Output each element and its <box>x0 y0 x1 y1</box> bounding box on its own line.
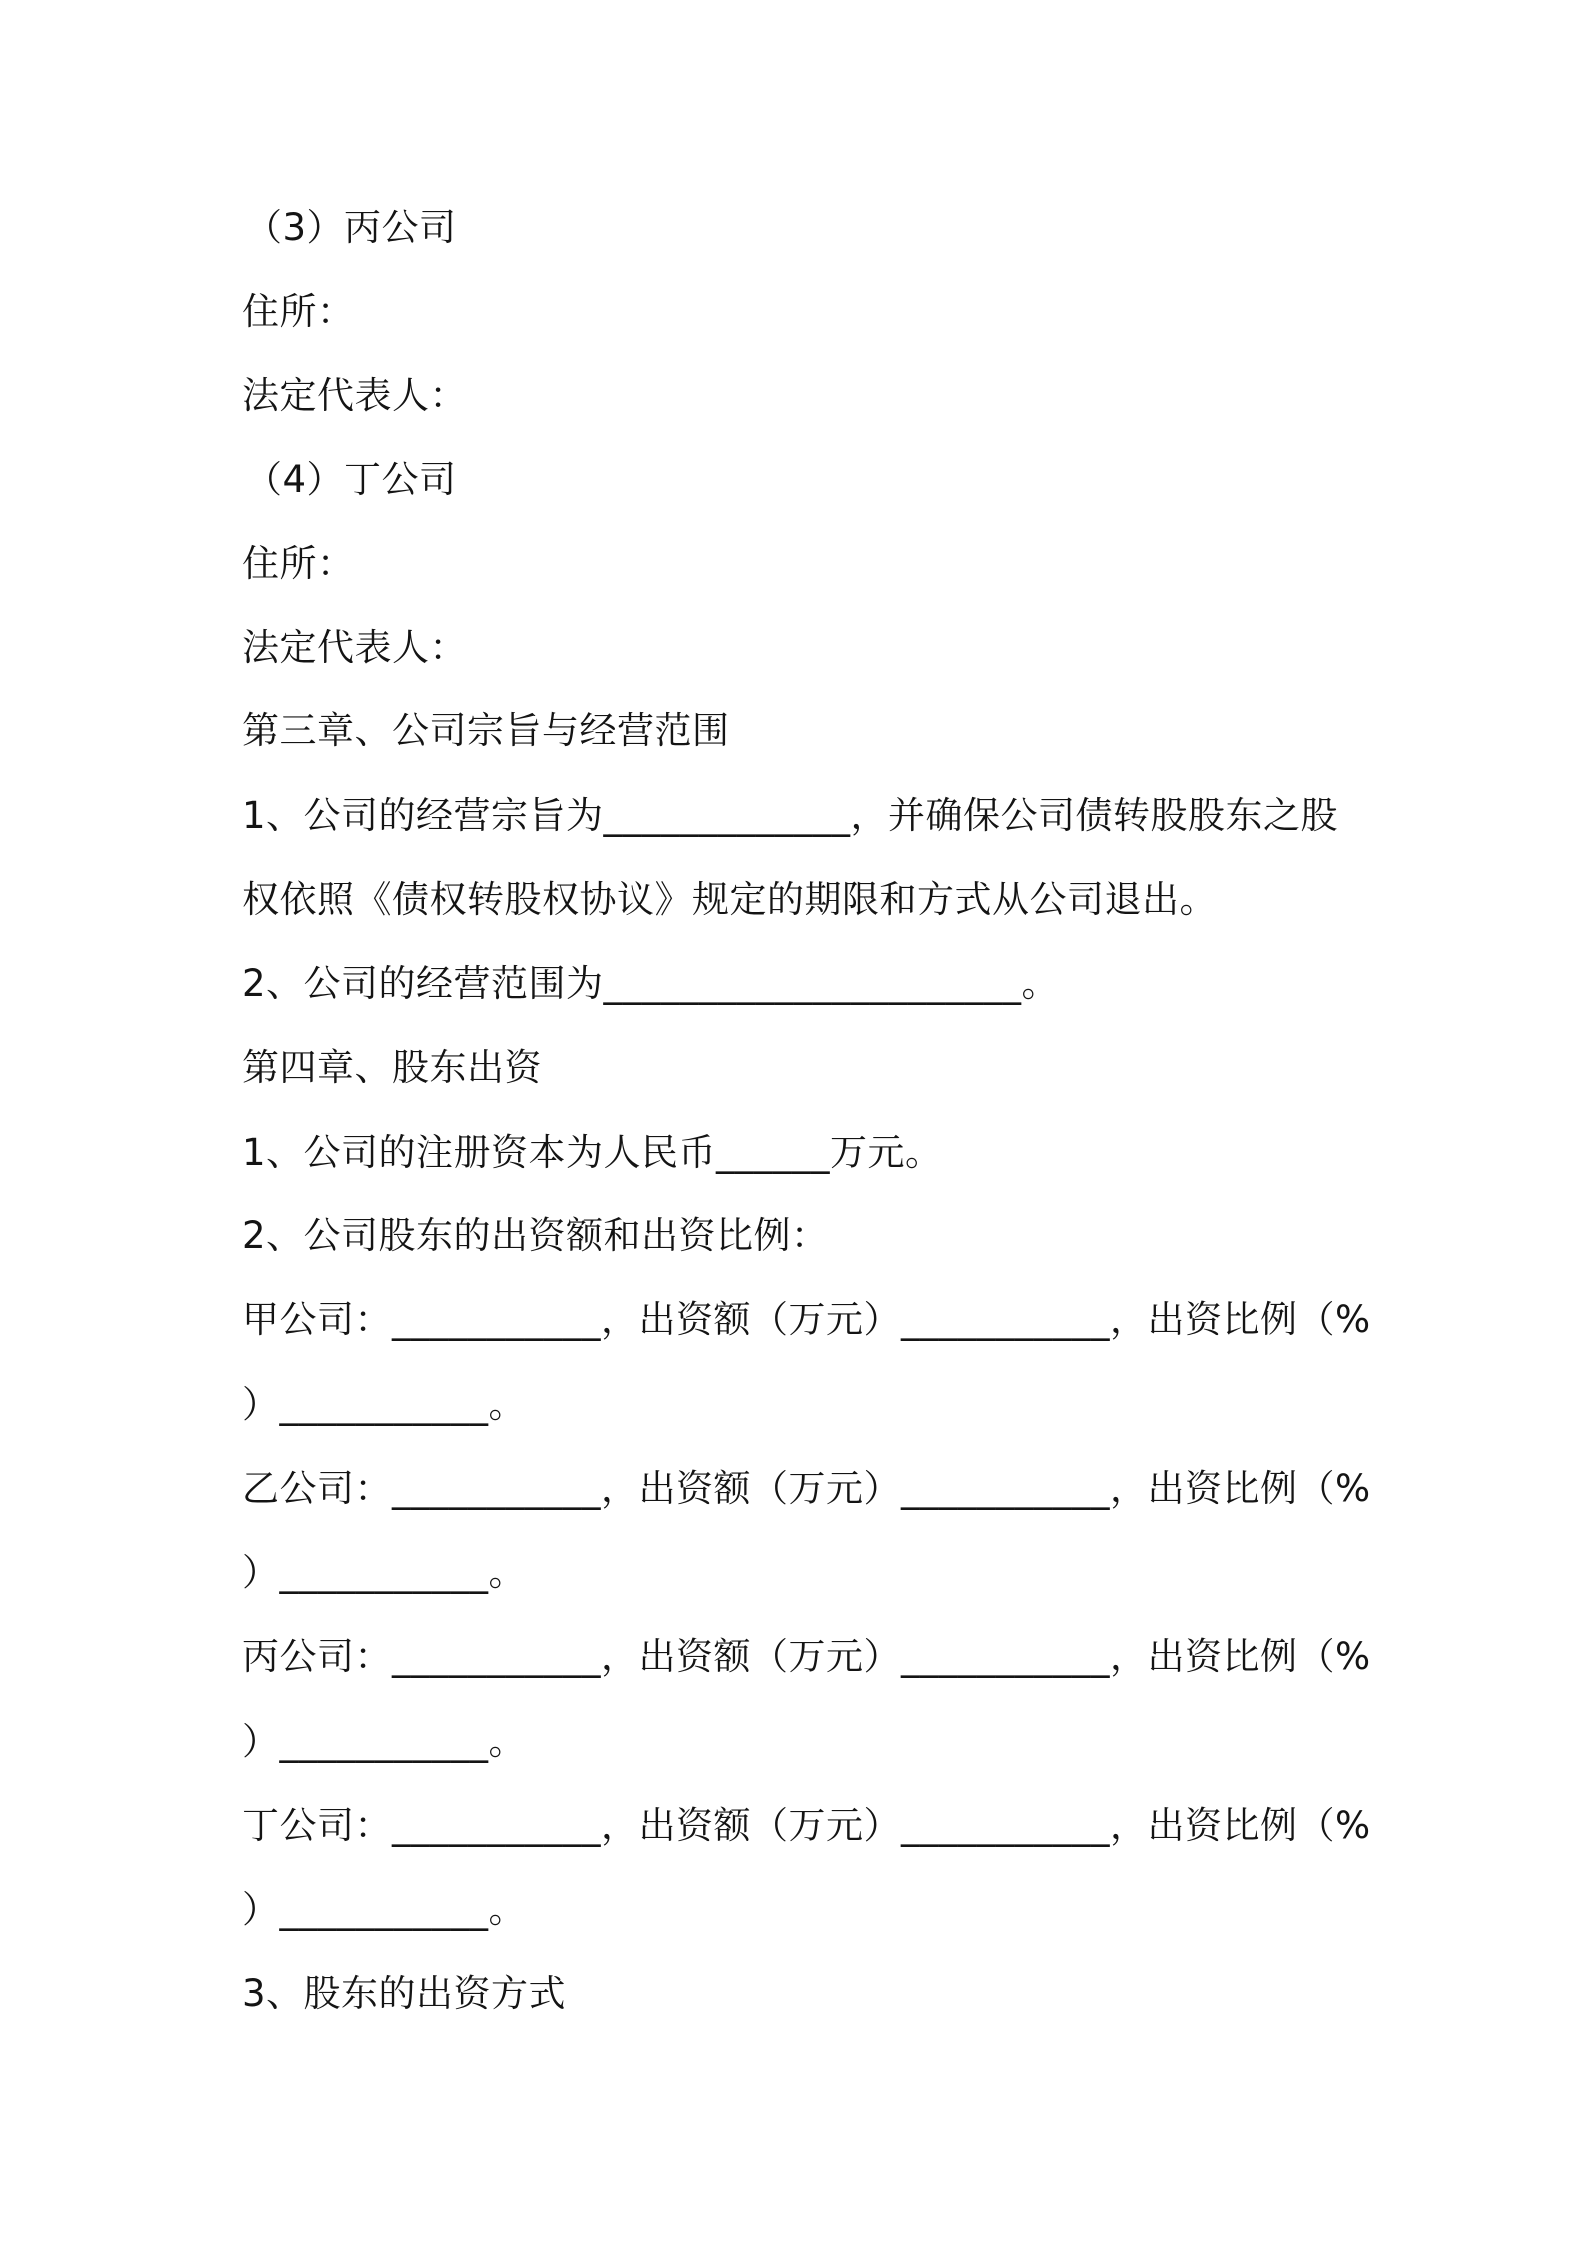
chapter-three-title: 第三章、公司宗旨与经营范围 <box>242 709 730 752</box>
company-d-contribution-line-2: ）___________。 <box>242 1888 526 1931</box>
contribution-intro: 2、公司股东的出资额和出资比例： <box>242 1214 829 1257</box>
company-b-contribution-line-1: 乙公司：___________，出资额（万元）___________，出资比例（% <box>242 1467 1371 1510</box>
company-a-contribution-line-1: 甲公司：___________，出资额（万元）___________，出资比例（% <box>242 1298 1371 1341</box>
purpose-clause-line-1: 1、公司的经营宗旨为_____________，并确保公司债转股股东之股 <box>242 794 1339 837</box>
company-d-contribution-line-1: 丁公司：___________，出资额（万元）___________，出资比例（% <box>242 1804 1371 1847</box>
company-c-legal-rep-label: 法定代表人： <box>242 374 467 417</box>
chapter-four-title: 第四章、股东出资 <box>242 1046 542 1089</box>
registered-capital-clause: 1、公司的注册资本为人民币______万元。 <box>242 1131 943 1174</box>
company-d-legal-rep-label: 法定代表人： <box>242 626 467 669</box>
company-a-contribution-line-2: ）___________。 <box>242 1383 526 1426</box>
company-b-contribution-line-2: ）___________。 <box>242 1551 526 1594</box>
purpose-clause-line-2: 权依照《债权转股权协议》规定的期限和方式从公司退出。 <box>242 878 1217 921</box>
contribution-method-heading: 3、股东的出资方式 <box>242 1972 567 2015</box>
company-c-contribution-line-1: 丙公司：___________，出资额（万元）___________，出资比例（% <box>242 1635 1371 1678</box>
company-c-heading: （3）丙公司 <box>245 206 457 249</box>
scope-clause: 2、公司的经营范围为______________________。 <box>242 962 1060 1005</box>
company-d-heading: （4）丁公司 <box>245 458 457 501</box>
company-c-address-label: 住所： <box>242 290 355 333</box>
company-c-contribution-line-2: ）___________。 <box>242 1720 526 1763</box>
company-d-address-label: 住所： <box>242 542 355 585</box>
